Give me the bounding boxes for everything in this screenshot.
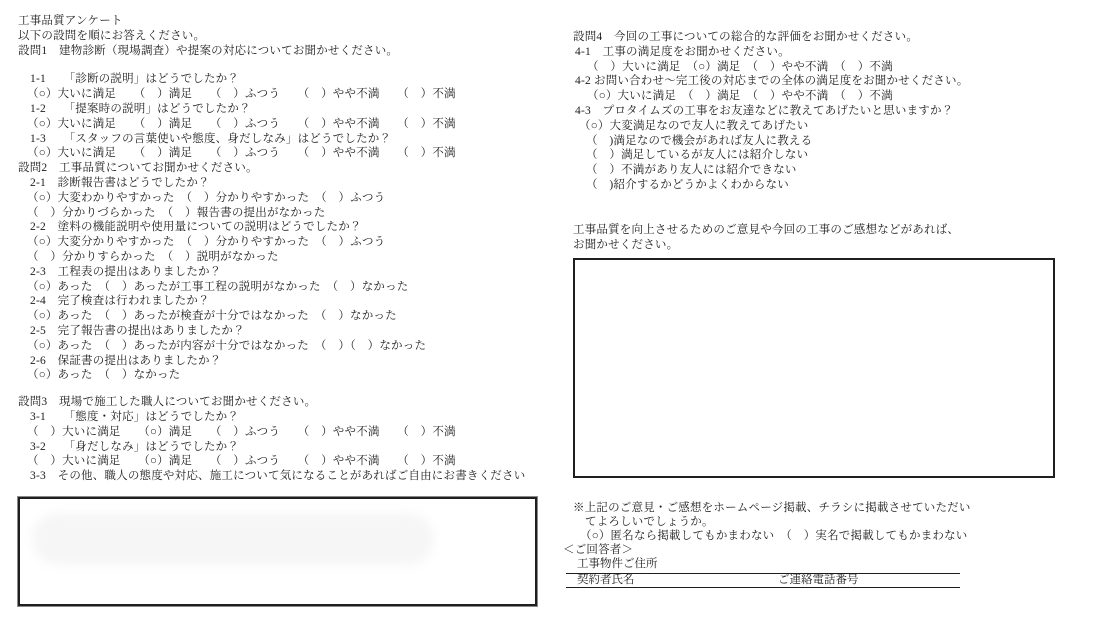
feedback-prompt-line2: お聞かせください。 [573,238,679,251]
answer-row-2-4: （○）あった （ ）あったが検査が十分ではなかった （ ）なかった [27,310,397,323]
right-column [573,30,968,252]
publish-consent-line2: てよろしいでしょうか。 [585,516,714,528]
question-2-3: 2-3 工程表の提出はありましたか？ [30,265,222,278]
left-column [18,14,525,484]
question-3-1: 3-1 「態度・対応」はどうでしたか？ [30,410,240,423]
question-2-4: 2-4 完了検査は行われましたか？ [30,295,210,308]
answer-row-2-5: （○）あった （ ）あったが内容が十分ではなかった （ ）（ ）なかった [27,339,427,352]
answer-row-2-1a: （○）大変わかりやすかった （ ）分かりやすかった （ ）ふつう [27,191,386,204]
question-1-3: 1-3 「スタッフの言葉使いや態度、身だしなみ」はどうでしたか？ [30,132,392,145]
question-2-6: 2-6 保証書の提出はありましたか？ [30,354,222,367]
answer-row-1-1: （○）大いに満足 （ ）満足 （ ）ふつう （ ）やや不満 （ ）不満 [27,88,456,101]
feedback-prompt-line1: 工事品質を向上させるためのご意見や今回の工事のご感想などがあれば、 [573,223,960,236]
answer-row-4-2: （○）大いに満足 （ ）満足 （ ）やや不満 （ ）不満 [587,90,893,103]
question-2-2: 2-2 塗料の機能説明や使用量についての説明はどうでしたか？ [30,221,362,234]
publish-consent-block [563,501,971,557]
address-field-row [566,556,960,574]
answer-row-3-2: （ ）大いに満足 （○）満足 （ ）ふつう （ ）やや不満 （ ）不満 [27,455,456,468]
intro-line: 以下の設問を順にお答えください。 [18,29,206,42]
answer-option-4-3-2: （ )満足なので機会があれば友人に教える [586,134,813,147]
answer-row-2-3: （○）あった （ ）あったが工事工程の説明がなかった （ ）なかった [27,280,409,293]
answer-option-4-3-5: （ )紹介するかどうかよくわからない [586,178,789,191]
question-1-2: 1-2 「提案時の説明」はどうでしたか？ [30,102,251,115]
answer-row-1-3: （○）大いに満足 （ ）満足 （ ）ふつう （ ）やや不満 （ ）不満 [27,147,456,160]
answer-row-2-1b: （ ）分かりづらかった （ ）報告書の提出がなかった [27,206,326,219]
question-4-1: 4-1 工事の満足度をお聞かせください。 [575,45,790,58]
craftsman-comment-box [18,497,537,606]
question-4-2: 4-2 お問い合わせ～完工後の対応までの全体の満足度をお聞かせください。 [575,75,969,88]
answer-row-1-2: （○）大いに満足 （ ）満足 （ ）ふつう （ ）やや不満 （ ）不満 [27,117,456,130]
phone-label: ご連絡電話番号 [778,574,859,586]
address-label: 工事物件ご住所 [577,558,658,570]
answer-row-3-1: （ ）大いに満足 （○）満足 （ ）ふつう （ ）やや不満 （ ）不満 [27,425,456,438]
answer-option-4-3-4: （ ）不満があり友人には紹介できない [586,164,797,177]
document-title: 工事品質アンケート [18,15,123,27]
respondent-fields [566,556,960,588]
section-1-header: 設問1 建物診断（現場調査）や提案の対応についてお聞かせください。 [18,44,399,57]
answer-row-2-2a: （○）大変分かりやすかった （ ）分かりやすかった （ ）ふつう [27,236,386,249]
question-2-1: 2-1 診断報告書はどうでしたか？ [30,176,210,189]
section-3-header: 設問3 現場で施工した職人についてお聞かせください。 [18,396,317,409]
respondent-header: ＜ご回答者＞ [563,544,634,556]
answer-option-4-3-3: （ ）満足しているが友人には紹介しない [586,149,809,162]
section-2-header: 設問2 工事品質についてお聞かせください。 [18,162,258,175]
answer-row-2-2b: （ ）分かりすらかった （ ）説明がなかった [27,250,279,263]
publish-consent-line1: ※上記のご意見・ご感想をホームページ掲載、チラシに掲載させていただい [573,502,971,514]
question-2-5: 2-5 完了報告書の提出はありましたか？ [30,324,245,337]
section-4-header: 設問4 今回の工事についての総合的な評価をお聞かせください。 [573,31,919,43]
answer-row-2-6: （○）あった （ ）なかった [27,369,181,382]
answer-option-4-3-1: （○）大変満足なので友人に教えてあげたい [579,119,809,132]
question-3-3: 3-3 その他、職人の態度や対応、施工について気になることがあればご自由にお書きください [30,470,526,483]
publish-consent-answer-row: （○）匿名なら掲載してもかまわない （ ）実名で掲載してもかまわない [580,530,968,542]
feedback-comment-box [573,258,1055,478]
contract-name-label: 契約者氏名 [577,574,635,586]
redacted-handwriting [32,513,434,565]
question-3-2: 3-2 「身だしなみ」はどうでしたか？ [30,440,240,453]
question-1-1: 1-1 「診断の説明」はどうでしたか？ [30,73,240,86]
name-phone-field-row [566,574,960,588]
question-4-3: 4-3 プロタイムズの工事をお友達などに教えてあげたいと思いますか？ [575,104,954,117]
answer-row-4-1: （ ）大いに満足 （○）満足 （ ）やや不満 （ ）不満 [587,60,893,73]
